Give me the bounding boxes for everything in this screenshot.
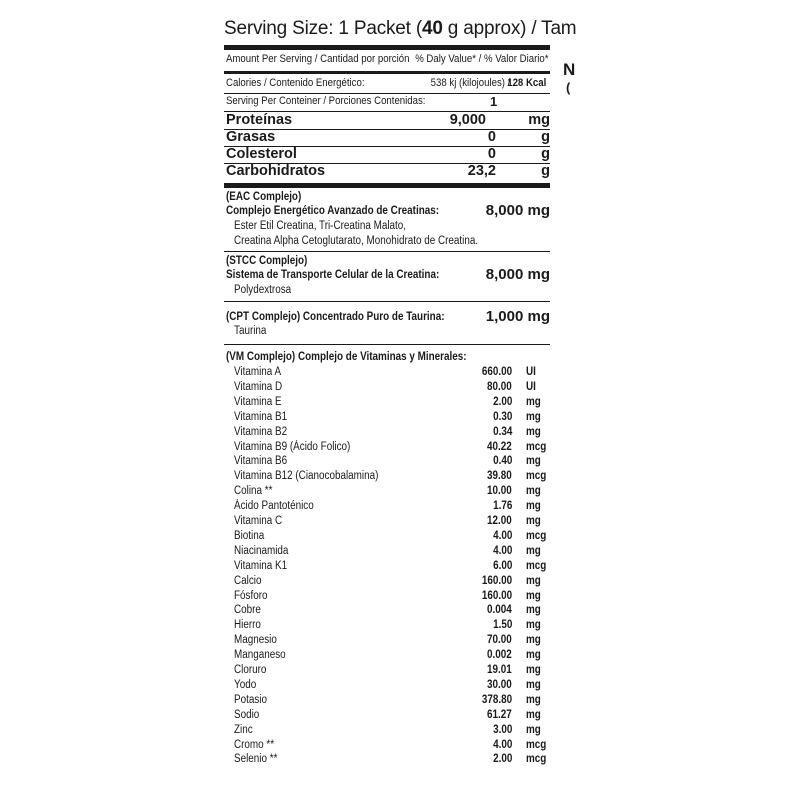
thick-divider-macros xyxy=(224,183,550,188)
nutrient-amount: 160.00 xyxy=(481,574,512,587)
table-row xyxy=(234,694,550,709)
nutrient-unit: mg xyxy=(526,395,541,408)
nutrient-unit: mcg xyxy=(526,529,547,542)
table-row xyxy=(234,753,550,768)
nutrient-unit: mg xyxy=(526,723,541,736)
nutrient-name: Vitamina B12 (Cianocobalamina) xyxy=(234,470,379,483)
eac-heading: (EAC Complejo) xyxy=(226,191,302,203)
nutrient-unit: mg xyxy=(526,515,541,527)
nutrient-name: Potasio xyxy=(234,693,267,706)
table-row xyxy=(234,664,550,679)
nutrient-unit: mg xyxy=(526,589,541,602)
table-row xyxy=(234,441,550,456)
table-row xyxy=(234,485,550,500)
nutrient-unit: mcg xyxy=(526,559,547,572)
table-row xyxy=(234,724,550,739)
nutrient-name: Hierro xyxy=(234,619,261,632)
nutrient-name: Biotina xyxy=(234,529,265,542)
nutrient-name: Vitamina K1 xyxy=(234,559,288,572)
macro-amount: 0 xyxy=(487,146,496,162)
nutrient-amount: 660.00 xyxy=(481,366,512,378)
nutrient-unit: mg xyxy=(526,410,541,423)
nutrient-unit: mg xyxy=(526,649,541,662)
nutrient-amount: 3.00 xyxy=(492,723,512,736)
nutrient-amount: 19.01 xyxy=(487,664,512,676)
macro-row-colesterol xyxy=(226,146,550,163)
nutrient-name: Vitamina A xyxy=(234,366,282,378)
macro-unit: mg xyxy=(528,112,550,128)
nutrient-amount: 4.00 xyxy=(492,738,512,751)
table-row xyxy=(234,515,550,530)
macro-row-grasas xyxy=(226,129,550,146)
nutrient-amount: 0.30 xyxy=(492,410,512,423)
cpt-ingredients-line1: Taurina xyxy=(234,325,267,337)
nutrient-name: Vitamina B2 xyxy=(234,425,288,438)
eac-name: Complejo Energético Avanzado de Creatinas: xyxy=(226,205,440,217)
macro-row-proteinas xyxy=(226,112,550,129)
serving-prefix: Serving Size: 1 Packet ( xyxy=(224,18,422,39)
table-row xyxy=(234,679,550,694)
table-row xyxy=(234,575,550,590)
nutrient-name: Zinc xyxy=(234,723,253,736)
daily-value-label: % Daly Value* / % Valor Diario* xyxy=(415,53,549,65)
side-fragment-char: ( xyxy=(566,80,571,95)
table-row xyxy=(234,634,550,649)
nutrient-name: Fósforo xyxy=(234,589,268,602)
stcc-name: Sistema de Transporte Celular de la Creatina: xyxy=(226,269,440,281)
nutrient-unit: mg xyxy=(526,619,541,632)
cpt-amount: 1,000 mg xyxy=(485,308,550,325)
eac-ingredients-line2: Creatina Alpha Cetoglutarato, Monohidrato de Creatina. xyxy=(234,235,479,247)
calories-kcal: 128 Kcal xyxy=(507,77,547,89)
table-row xyxy=(234,545,550,560)
nutrient-unit: UI xyxy=(526,366,536,378)
serving-grams: 40 xyxy=(421,18,443,39)
nutrient-unit: mcg xyxy=(526,440,547,453)
nutrient-name: Cobre xyxy=(234,604,261,617)
divider-under-header xyxy=(224,71,550,74)
nutrient-unit: mcg xyxy=(526,753,547,766)
nutrient-name: Vitamina B9 (Ácido Folico) xyxy=(234,440,351,453)
macro-row-carbohidratos xyxy=(226,163,550,180)
table-row xyxy=(234,649,550,664)
nutrient-unit: mg xyxy=(526,693,541,706)
macro-name: Grasas xyxy=(226,129,276,145)
nutrient-amount: 10.00 xyxy=(487,485,512,498)
nutrient-amount: 0.40 xyxy=(492,455,512,468)
macro-unit: g xyxy=(541,146,550,162)
nutrient-unit: mg xyxy=(526,455,541,468)
nutrient-amount: 2.00 xyxy=(492,395,512,408)
stcc-ingredients-line1: Polydextrosa xyxy=(234,284,292,296)
nutrient-name: Vitamina C xyxy=(234,515,283,527)
nutrient-unit: mcg xyxy=(526,470,547,483)
servings-label: Serving Per Conteiner / Porciones Contenidas: xyxy=(226,95,426,107)
nutrient-unit: mg xyxy=(526,604,541,617)
table-row xyxy=(234,709,550,724)
nutrient-unit: mcg xyxy=(526,738,547,751)
servings-row xyxy=(226,95,505,107)
stcc-heading: (STCC Complejo) xyxy=(226,255,308,267)
nutrient-amount: 1.76 xyxy=(492,500,512,513)
nutrient-amount: 4.00 xyxy=(492,529,512,542)
divider-after-calories xyxy=(224,93,550,94)
nutrient-amount: 6.00 xyxy=(492,559,512,572)
nutrient-amount: 12.00 xyxy=(487,515,512,527)
nutrient-unit: mg xyxy=(526,574,541,587)
nutrient-name: Vitamina D xyxy=(234,380,283,393)
macro-unit: g xyxy=(541,129,550,145)
macro-name: Carbohidratos xyxy=(226,163,326,179)
table-row xyxy=(234,530,550,545)
nutrition-facts-panel xyxy=(224,0,577,800)
table-row xyxy=(234,396,550,411)
nutrient-unit: mg xyxy=(526,500,541,513)
nutrient-unit: UI xyxy=(526,380,536,393)
table-row xyxy=(234,426,550,441)
nutrient-unit: mg xyxy=(526,425,541,438)
macro-name: Proteínas xyxy=(226,112,293,128)
table-row xyxy=(234,411,550,426)
divider-stcc xyxy=(224,301,550,302)
nutrient-name: Vitamina B6 xyxy=(234,455,288,468)
nutrient-unit: mg xyxy=(526,664,541,676)
table-row xyxy=(234,470,550,485)
nutrient-amount: 39.80 xyxy=(487,470,512,483)
nutrient-name: Sodio xyxy=(234,708,260,721)
nutrient-name: Vitamina B1 xyxy=(234,410,288,423)
nutrient-amount: 0.34 xyxy=(492,425,512,438)
macro-unit: g xyxy=(541,163,550,179)
serving-size-title xyxy=(224,18,584,40)
nutrient-amount: 40.22 xyxy=(487,440,512,453)
nutrient-name: Colina ** xyxy=(234,485,273,498)
side-fragment-letter: N xyxy=(563,60,576,79)
servings-value: 1 xyxy=(490,94,498,109)
table-row xyxy=(234,381,550,396)
nutrient-amount: 378.80 xyxy=(481,693,512,706)
thick-divider-top xyxy=(224,45,550,50)
macro-amount: 9,000 xyxy=(449,112,486,128)
cpt-name: (CPT Complejo) Concentrado Puro de Taurina: xyxy=(226,311,445,323)
divider-eac xyxy=(224,251,550,252)
nutrient-amount: 0.004 xyxy=(487,604,512,617)
amount-per-serving-label: Amount Per Serving / Cantidad por porción xyxy=(226,53,410,65)
eac-amount: 8,000 mg xyxy=(485,202,550,219)
nutrient-unit: mg xyxy=(526,708,541,721)
nutrient-name: Calcio xyxy=(234,574,262,587)
nutrient-amount: 1.50 xyxy=(492,619,512,632)
nutrient-name: Cloruro xyxy=(234,664,267,676)
table-row xyxy=(234,590,550,605)
macro-amount: 0 xyxy=(487,129,496,145)
table-row xyxy=(234,366,550,381)
nutrient-name: Manganeso xyxy=(234,649,286,662)
nutrient-unit: mg xyxy=(526,544,541,557)
nutrient-name: Selenio ** xyxy=(234,753,278,766)
nutrient-name: Ácido Pantoténico xyxy=(234,500,314,513)
nutrient-amount: 30.00 xyxy=(487,678,512,691)
calories-label: Calories / Contenido Energético: xyxy=(226,77,365,89)
nutrient-amount: 80.00 xyxy=(487,380,512,393)
nutrient-name: Cromo ** xyxy=(234,738,275,751)
vm-heading: (VM Complejo) Complejo de Vitaminas y Minerales: xyxy=(226,351,467,363)
nutrient-unit: mg xyxy=(526,678,541,691)
macro-name: Colesterol xyxy=(226,146,297,162)
nutrient-amount: 160.00 xyxy=(481,589,512,602)
calories-row xyxy=(226,77,547,89)
nutrient-name: Yodo xyxy=(234,678,257,691)
calories-kj: 538 kj (kilojoules) / xyxy=(430,77,511,89)
table-row xyxy=(234,619,550,634)
table-row xyxy=(234,500,550,515)
nutrient-amount: 61.27 xyxy=(487,708,512,721)
nutrient-name: Magnesio xyxy=(234,634,277,647)
nutrient-amount: 2.00 xyxy=(492,753,512,766)
eac-ingredients-line1: Ester Etil Creatina, Tri-Creatina Malato, xyxy=(234,220,407,232)
stcc-amount: 8,000 mg xyxy=(485,266,550,283)
table-header-row xyxy=(226,53,549,65)
nutrient-unit: mg xyxy=(526,485,541,498)
table-row xyxy=(234,604,550,619)
divider-cpt xyxy=(224,344,550,345)
table-row xyxy=(234,560,550,575)
nutrient-name: Niacinamida xyxy=(234,544,289,557)
table-row xyxy=(234,739,550,754)
macro-amount: 23,2 xyxy=(467,163,496,179)
nutrient-amount: 4.00 xyxy=(492,544,512,557)
nutrient-amount: 70.00 xyxy=(487,634,512,647)
nutrient-name: Vitamina E xyxy=(234,395,282,408)
nutrient-amount: 0.002 xyxy=(487,649,512,662)
table-row xyxy=(234,455,550,470)
nutrient-unit: mg xyxy=(526,634,541,647)
serving-suffix: g approx) / Tam xyxy=(442,18,577,39)
